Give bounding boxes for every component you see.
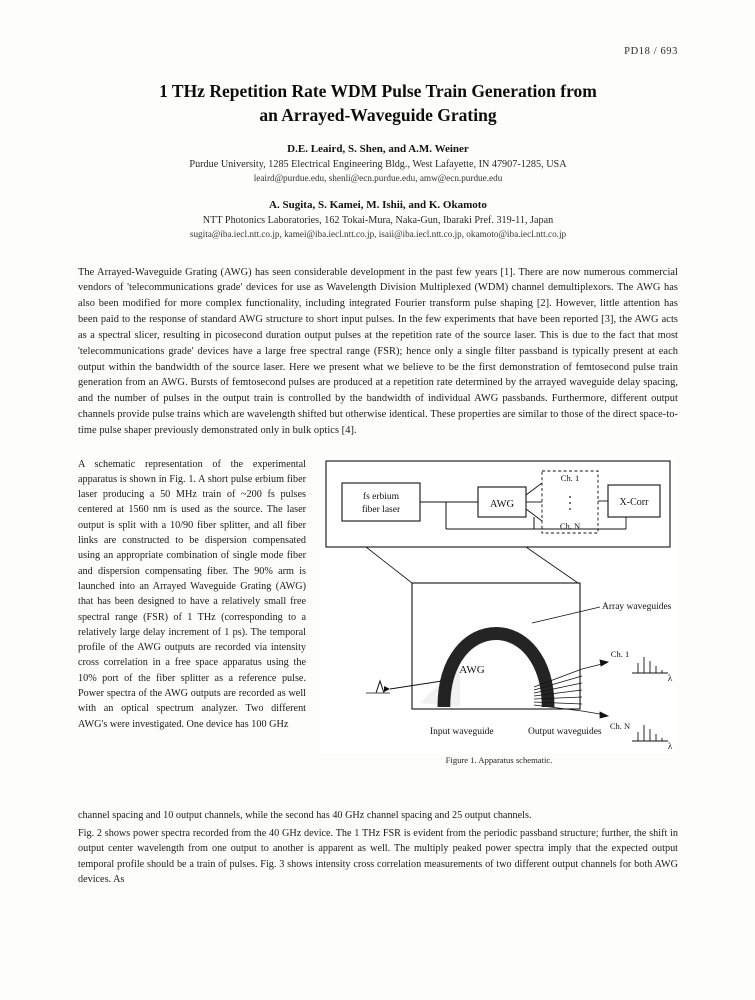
tail-paragraph-2: Fig. 2 shows power spectra recorded from the 40 GHz device. The 1 THz FSR is evident from the periodic passband structure; further, the shift in output center wavelength from one output to another is apparent as well. The multiply peaked power spectra imply that the expected output temporal profile should be a train of pulses. Fig. 3 shows intensity cross correlation measurements of two different output channels for both AWG devices. As — [78, 827, 678, 885]
svg-text:AWG: AWG — [489, 498, 515, 510]
affiliation-purdue: Purdue University, 1285 Electrical Engineering Bldg., West Lafayette, IN 47907-1285, USA — [189, 159, 567, 171]
page-content — [78, 46, 678, 946]
title-line-2: an Arrayed-Waveguide Grating — [259, 105, 497, 126]
tail-paragraph-1: channel spacing and 10 output channels, while the second has 40 GHz channel spacing and 25 output channels. — [78, 810, 532, 821]
left-column-paragraph: A schematic representation of the experimental apparatus is shown in Fig. 1. A short pulse erbium fiber laser producing a 50 MHz train of ~200 fs pulses centered at 1560 nm is used as the source. The laser output is split with a 10/90 fiber splitter, and all fiber links are constructed to be dispersion compensated using an appropriate combination of single mode fiber and dispersion compensating fiber. The 90% arm is launched into an Arrayed Waveguide Grating (AWG) that has been designed to have a relatively small free spectral range (FSR) of 1 THz (corresponding to a relatively large delay increment of 1 ps). The temporal profile of the AWG outputs are recorded via intensity cross correlation in a free space apparatus using the 10% port of the fiber splitter as a reference pulse. Power spectra of the AWG outputs are recorded as well with an optical spectrum analyzer. Two different AWG's were investigated. One device has 100 GHz — [78, 458, 306, 730]
svg-text:Input waveguide: Input waveguide — [430, 726, 494, 737]
svg-text:λ: λ — [667, 672, 673, 683]
title-line-1: 1 THz Repetition Rate WDM Pulse Train Generation from — [159, 81, 597, 101]
svg-text:Ch. N: Ch. N — [559, 520, 581, 531]
continuation-text — [78, 808, 678, 890]
svg-text:Ch. N: Ch. N — [609, 720, 631, 731]
apparatus-schematic-svg — [320, 457, 676, 753]
figure-1 — [320, 457, 678, 765]
author-group-purdue — [78, 143, 678, 184]
left-column-text — [78, 457, 306, 732]
page-header-id: PD18 / 693 — [624, 46, 678, 57]
svg-text:Ch. 1: Ch. 1 — [610, 648, 630, 659]
svg-text:Ch. 1: Ch. 1 — [560, 472, 580, 483]
author-names-ntt: A. Sugita, S. Kamei, M. Ishii, and K. Okamoto — [269, 199, 487, 212]
emails-ntt: sugita@iba.iecl.ntt.co.jp, kamei@iba.iecl.ntt.co.jp, isaii@iba.iecl.ntt.co.jp, okamoto@iba.iecl.ntt.co.jp — [189, 229, 567, 240]
body-columns — [78, 457, 678, 787]
svg-text:λ: λ — [667, 740, 673, 751]
svg-text:Output waveguides: Output waveguides — [528, 726, 602, 737]
abstract-paragraph — [78, 265, 678, 439]
emails-purdue: leaird@purdue.edu, shenli@ecn.purdue.edu, amw@ecn.purdue.edu — [253, 173, 503, 184]
abstract-text: The Arrayed-Waveguide Grating (AWG) has seen considerable development in the past few years [1]. There are now numerous commercial vendors of 'telecommunications grade' devices for use as Wavelength Division Multiplexed (WDM) channel demultiplexors. The AWG has also been modified for more complex functionality, including integrated Fourier transform pulse shaping [2]. However, little attention has been paid to the response of standard AWG structure to short input pulses. In the few experiments that have been reported [3], the AWG acts as a spectral slicer, resulting in picosecond duration output pulses at the repetition rate of the source laser. This is due to the fact that most 'telecommunications grade' devices have a large free spectral range (FSR); hence only a single filter passband is typically present at each output within the bandwidth of the source laser. Here we present what we believe to be the first demonstration of femtosecond pulse train generation from an AWG. Bursts of femtosecond pulses are produced at a repetition rate determined by the arrayed waveguide delay spacing, and the number of pulses in the output train is controlled by the bandwidth of individual AWG passbands. Furthermore, different output channels provide pulse trains which are wavelength shifted but otherwise identical. These properties are similar to those of the direct space-to-time pulse shaper previously demonstrated only in bulk optics [4]. — [78, 266, 678, 436]
svg-text:Array waveguides: Array waveguides — [602, 601, 672, 612]
page-title — [78, 79, 678, 127]
figure-1-caption: Figure 1. Apparatus schematic. — [445, 754, 553, 765]
svg-text:fs erbium: fs erbium — [362, 491, 400, 502]
svg-text:fiber laser: fiber laser — [361, 504, 401, 515]
affiliation-ntt: NTT Photonics Laboratories, 162 Tokai-Mura, Naka-Gun, Ibaraki Pref. 319-11, Japan — [202, 215, 554, 227]
svg-text:AWG: AWG — [459, 663, 485, 676]
author-names-purdue: D.E. Leaird, S. Shen, and A.M. Weiner — [287, 143, 469, 156]
figure-1-graphic — [320, 457, 676, 753]
author-group-ntt — [78, 199, 678, 240]
svg-text:X-Corr: X-Corr — [619, 496, 649, 508]
